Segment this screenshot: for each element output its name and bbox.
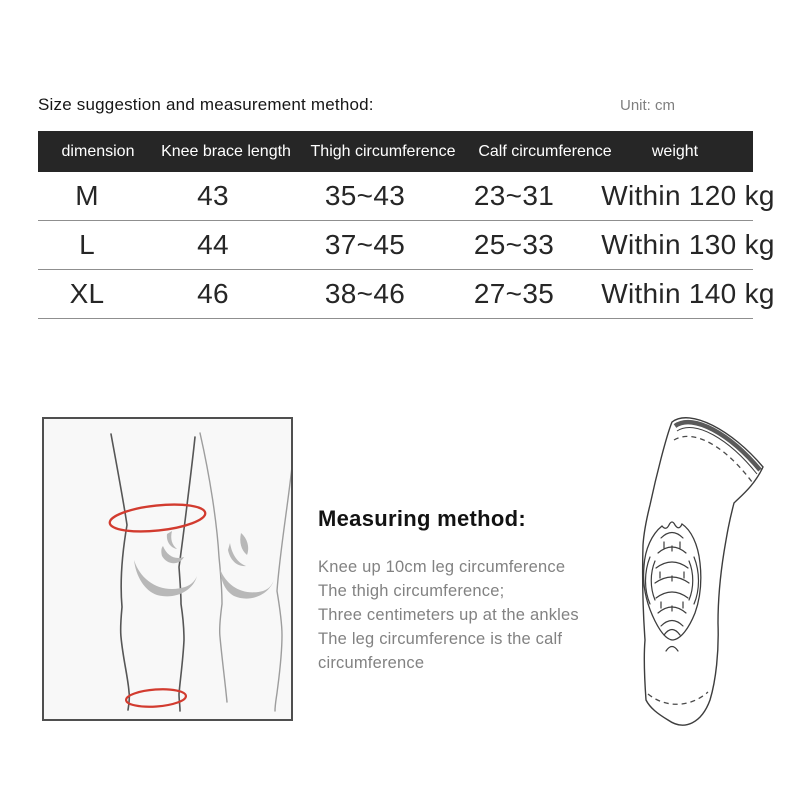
measuring-line: Knee up 10cm leg circumference bbox=[318, 558, 566, 576]
cell-length: 46 bbox=[197, 278, 229, 309]
table-row-xl bbox=[38, 270, 775, 319]
cell-thigh: 38~46 bbox=[324, 278, 406, 309]
measuring-method-text bbox=[318, 555, 579, 675]
cell-calf: 27~35 bbox=[473, 278, 555, 309]
measuring-line: The leg circumference is the calf bbox=[318, 630, 563, 648]
ankle-measure-circle bbox=[125, 687, 186, 708]
knee-crease-marks bbox=[134, 531, 274, 599]
cell-size: L bbox=[79, 229, 95, 260]
cell-calf: 25~33 bbox=[473, 229, 555, 260]
size-table bbox=[38, 131, 775, 319]
cell-size: XL bbox=[69, 278, 105, 309]
cell-size: M bbox=[75, 180, 99, 211]
measuring-line: The thigh circumference; bbox=[318, 582, 505, 600]
measuring-line: Three centimeters up at the ankles bbox=[318, 606, 579, 624]
page-title: Size suggestion and measurement method: bbox=[38, 95, 374, 114]
header-weight: weight bbox=[651, 142, 699, 160]
table-row-m bbox=[38, 172, 775, 221]
header-calf-circumference: Calf circumference bbox=[478, 142, 612, 160]
header-dimension: dimension bbox=[61, 142, 135, 160]
header-thigh-circumference: Thigh circumference bbox=[310, 142, 456, 160]
cell-thigh: 37~45 bbox=[324, 229, 406, 260]
legs-diagram-icon bbox=[44, 419, 291, 719]
cell-length: 43 bbox=[197, 180, 229, 211]
unit-label: Unit: cm bbox=[620, 97, 676, 114]
legs-measurement-illustration bbox=[42, 417, 293, 721]
knee-brace-illustration-icon bbox=[630, 402, 775, 737]
table-row-l bbox=[38, 221, 775, 270]
measuring-line: circumference bbox=[318, 654, 425, 672]
cell-weight: Within 130 kg bbox=[601, 229, 775, 260]
cell-weight: Within 140 kg bbox=[601, 278, 775, 309]
cell-calf: 23~31 bbox=[473, 180, 555, 211]
measuring-method-title: Measuring method: bbox=[318, 506, 526, 531]
header-knee-brace-length: Knee brace length bbox=[161, 142, 291, 160]
cell-length: 44 bbox=[197, 229, 229, 260]
cell-thigh: 35~43 bbox=[324, 180, 406, 211]
table-header-row bbox=[38, 131, 753, 172]
cell-weight: Within 120 kg bbox=[601, 180, 775, 211]
